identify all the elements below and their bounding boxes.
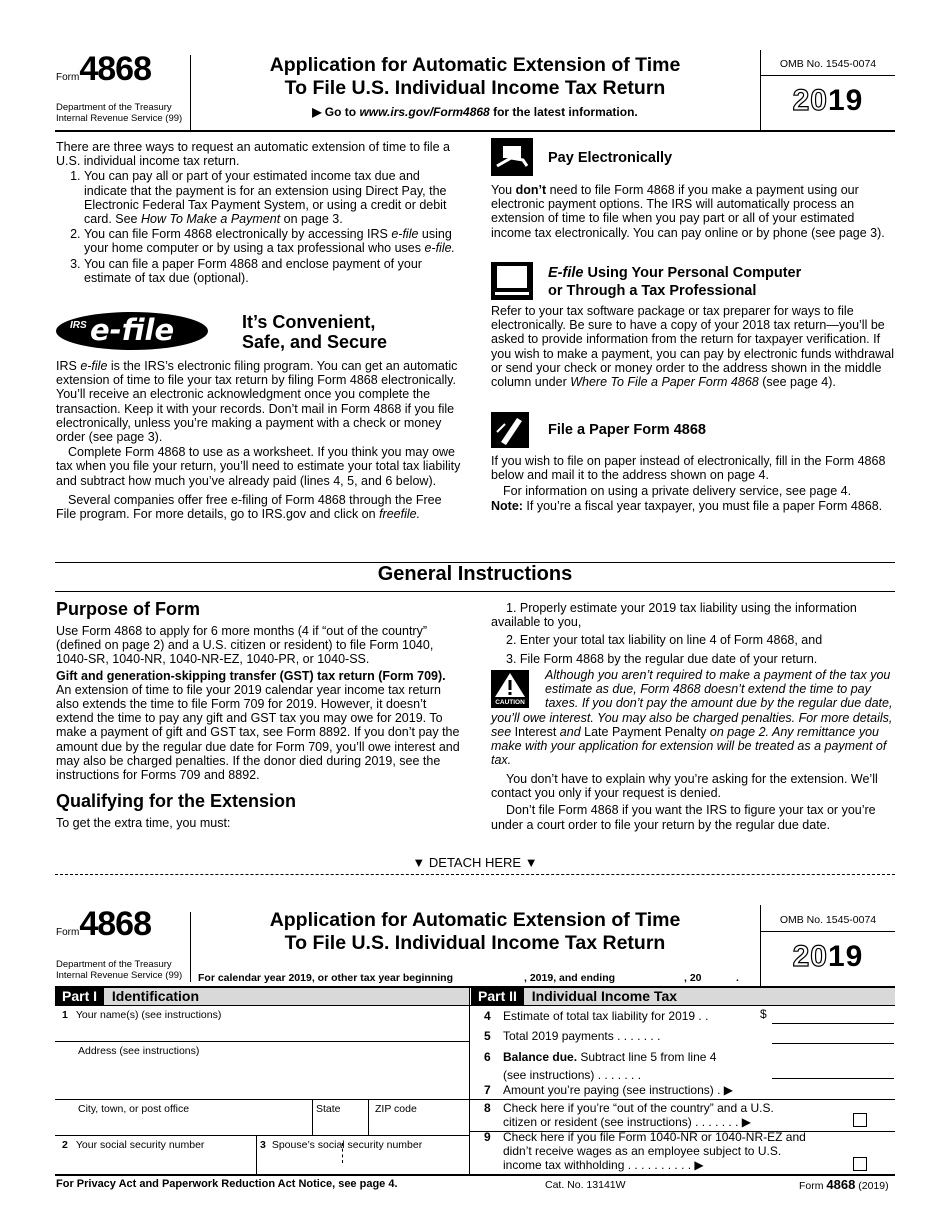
year-outline: 20 xyxy=(792,940,828,973)
purpose-section xyxy=(56,624,461,782)
omb-number: OMB No. 1545-0074 xyxy=(779,58,877,70)
convenient-line-2: Safe, and Secure xyxy=(242,332,388,352)
line9-row-2 xyxy=(484,1144,806,1158)
divider xyxy=(760,931,895,932)
divider xyxy=(469,1099,895,1100)
caution-c: and xyxy=(556,724,585,739)
line-number: 9 xyxy=(484,1130,491,1144)
divider xyxy=(55,1135,469,1136)
efile-computer-heading xyxy=(548,264,801,300)
efile-heading-line-1 xyxy=(548,264,801,282)
computer-icon xyxy=(491,262,533,300)
line5-amount-field[interactable] xyxy=(772,1026,894,1044)
line6-bold: Balance due. xyxy=(503,1050,578,1064)
irs-efile-section xyxy=(56,359,461,521)
dept-line-1: Department of the Treasury xyxy=(56,959,172,970)
form-word: Form xyxy=(56,72,80,83)
goto-suffix: for the latest information. xyxy=(489,105,638,119)
way-text: You can pay all or part of your estimated income tax due and indicate that the payment is for an extension using Direct Pay, the Electronic Federal Tax Payment System, or using a credit or debit card. See xyxy=(84,169,447,227)
line-number: 2 xyxy=(62,1139,68,1151)
footer-form-id xyxy=(799,1177,889,1192)
footer-form-number: 4868 xyxy=(826,1177,856,1192)
efile-head-a: E-file xyxy=(548,265,584,281)
divider xyxy=(760,75,895,76)
line1-label xyxy=(62,1009,221,1021)
efile-logo-irs: IRS xyxy=(70,320,87,331)
tax-year-end-year-field[interactable] xyxy=(706,972,734,984)
state-label: State xyxy=(316,1103,341,1115)
qualifying-steps xyxy=(491,601,896,666)
divider xyxy=(760,50,761,130)
line9-checkbox[interactable] xyxy=(853,1157,867,1171)
paper-heading: File a Paper Form 4868 xyxy=(548,422,706,438)
way-item xyxy=(84,227,461,255)
line7 xyxy=(484,1083,733,1097)
line8-checkbox[interactable] xyxy=(853,1113,867,1127)
efile-text: e-file xyxy=(80,359,108,373)
pay-text-a: You xyxy=(491,183,516,197)
divider xyxy=(55,1099,469,1100)
purpose-heading: Purpose of Form xyxy=(56,599,201,619)
efile-text: Several companies offer free e-filing of Form 4868 through the Free File program. For more details, go to IRS.gov and click on xyxy=(56,492,442,522)
line-number: 4 xyxy=(484,1009,491,1023)
form-number: 4868 xyxy=(79,50,151,88)
note-text: If you’re a fiscal year taxpayer, you must file a paper Form 4868. xyxy=(522,498,883,513)
spouse-ssn-label: Spouse’s social security number xyxy=(271,1139,423,1151)
way-text: on page 3. xyxy=(280,212,343,227)
tax-year xyxy=(762,84,894,118)
line-number: 8 xyxy=(484,1101,491,1115)
paper-text-2: For information on using a private delivery service, see page 4. xyxy=(503,484,852,499)
way-text: e-file xyxy=(391,227,419,242)
efile-para-3 xyxy=(56,493,461,521)
gst-bold: Gift and generation-skipping transfer (GST) tax return (Form 709). xyxy=(56,668,446,683)
part2-bar xyxy=(471,988,895,1005)
note-label: Note: xyxy=(491,498,523,513)
address-field[interactable] xyxy=(56,1058,468,1098)
divider xyxy=(190,55,191,130)
divider xyxy=(55,1041,469,1042)
convenient-heading xyxy=(242,312,387,352)
efile-head-b: Using Your Personal Computer xyxy=(583,265,802,281)
fiscal-note xyxy=(491,499,896,513)
dont-file-text: Don’t file Form 4868 if you want the IRS to figure your tax or you’re under a court order to file your return by the regular due date. xyxy=(491,803,876,832)
form-title xyxy=(195,54,755,100)
line9-label-1: Check here if you file Form 1040-NR or 1040-NR-EZ and xyxy=(503,1130,806,1144)
pay-electronically-icon xyxy=(491,138,533,176)
intro-lead: There are three ways to request an automatic extension of time to file a U.S. individual income tax return. xyxy=(56,140,450,169)
caution-e: on page 2. Any remittance you make with your application for extension will be treated as a payment of tax. xyxy=(491,724,887,768)
privacy-notice: For Privacy Act and Paperwork Reduction Act Notice, see page 4. xyxy=(56,1178,398,1190)
gst-text xyxy=(56,669,461,783)
tax-year-begin-field[interactable] xyxy=(465,972,523,984)
efile-text: IRS xyxy=(56,359,81,373)
line4-amount-field[interactable] xyxy=(772,1006,894,1024)
voucher-title xyxy=(195,909,755,955)
dept-line-2: Internal Revenue Service (99) xyxy=(56,970,183,981)
line7-label: Amount you’re paying (see instructions) . ▶ xyxy=(503,1083,733,1097)
comma-20-label: , 20 xyxy=(684,972,702,984)
goto-prefix: ▶ Go to xyxy=(312,105,360,119)
efile-text-b: Where To File a Paper Form 4868 xyxy=(570,375,759,390)
line9-row-3 xyxy=(484,1158,806,1172)
convenient-line-1: It’s Convenient, xyxy=(242,312,376,332)
caution-text xyxy=(491,668,896,767)
detach-line[interactable] xyxy=(55,874,895,875)
pen-icon xyxy=(491,412,529,448)
divider xyxy=(190,912,191,982)
divider xyxy=(760,905,761,987)
voucher-year xyxy=(762,940,894,974)
step-item: 3. File Form 4868 by the regular due date of your return. xyxy=(506,651,818,666)
voucher-omb: OMB No. 1545-0074 xyxy=(779,914,877,926)
line8-row-1 xyxy=(484,1101,774,1115)
dollar-sign: $ xyxy=(760,1007,767,1021)
zip-field[interactable] xyxy=(370,1116,468,1134)
explain-text: You don’t have to explain why you’re asking for the extension. We’ll contact you only if your request is denied. xyxy=(491,772,878,801)
name-label: Your name(s) (see instructions) xyxy=(75,1009,222,1021)
explain-section xyxy=(491,772,896,832)
name-field[interactable] xyxy=(56,1021,468,1041)
title-line-1: Application for Automatic Extension of Time xyxy=(269,909,681,931)
voucher-department xyxy=(56,959,196,981)
way-text: e-file. xyxy=(424,241,456,256)
caution-b: Interest xyxy=(514,724,557,739)
form-id-block xyxy=(56,50,186,89)
part1-title: Identification xyxy=(111,988,200,1004)
footer-form-prefix: Form xyxy=(799,1180,827,1192)
goto-url: www.irs.gov/Form4868 xyxy=(359,105,490,119)
paper-text-1: If you wish to file on paper instead of electronically, fill in the Form 4868 below and mail it to the address shown on page 4. xyxy=(491,454,886,483)
monitor-icon xyxy=(491,262,533,300)
hand-card-icon xyxy=(491,138,533,176)
divider xyxy=(469,988,470,1174)
qualifying-heading: Qualifying for the Extension xyxy=(56,791,297,811)
way-link: How To Make a Payment xyxy=(140,212,281,227)
general-instructions-title: General Instructions xyxy=(377,563,573,585)
caution-label: CAUTION xyxy=(495,699,525,706)
divider xyxy=(55,591,895,592)
and-ending-label: , 2019, and ending xyxy=(524,972,616,984)
line5-label: Total 2019 payments . . . . . . . xyxy=(503,1029,661,1043)
purpose-text: Use Form 4868 to apply for 6 more months (4 if “out of the country” (defined on page 2) and a U.S. citizen or resident) to file Form 1040, 1040-SR, 1040-NR, 1040-NR-EZ, 1040-PR, or 1040-SS. xyxy=(56,624,434,667)
efile-text-a: Refer to your tax software package or tax preparer for ways to file electronically. Be sure to have a copy of your 2018 tax return—you’ll be asked to provide information from the return for taxpayer verification. If you wish to make a payment, you can pay by electronic funds withdrawal or send your check or money order to the address shown in the middle column under xyxy=(491,304,894,390)
line9-label-2: didn’t receive wages as an employee subject to U.S. xyxy=(503,1144,782,1158)
goto-line xyxy=(195,105,755,119)
step-item: 1. Properly estimate your 2019 tax liability using the information available to you, xyxy=(491,601,857,630)
pay-text xyxy=(491,183,896,240)
line7-amount-field[interactable] xyxy=(772,1081,894,1098)
line-number: 3 xyxy=(260,1139,266,1151)
caution-d: Late Payment Penalty xyxy=(584,724,707,739)
line5 xyxy=(484,1029,660,1043)
intro-section xyxy=(56,140,461,286)
divider xyxy=(256,1135,257,1174)
divider xyxy=(368,1099,369,1135)
divider xyxy=(312,1099,313,1135)
part1-bar xyxy=(55,988,469,1005)
divider xyxy=(55,1005,895,1006)
line6-row-1 xyxy=(484,1048,716,1066)
line-number: 1 xyxy=(62,1009,68,1021)
detach-label: ▼ DETACH HERE ▼ xyxy=(412,855,538,870)
line6 xyxy=(484,1048,716,1084)
form-word: Form xyxy=(56,927,80,938)
calendar-label: For calendar year 2019, or other tax year beginning xyxy=(198,972,454,984)
efile-text: freefile. xyxy=(379,507,421,522)
part1-tag: Part I xyxy=(55,988,104,1005)
line8-label-2: citizen or resident (see instructions) . . . . . . . ▶ xyxy=(503,1115,751,1129)
line9 xyxy=(484,1130,806,1172)
line4 xyxy=(484,1009,708,1023)
form-number: 4868 xyxy=(79,905,151,943)
line-number: 5 xyxy=(484,1029,491,1043)
efile-logo-text: e-file xyxy=(90,313,175,347)
catalog-number: Cat. No. 13141W xyxy=(545,1179,626,1191)
part2-tag: Part II xyxy=(471,988,524,1005)
step-item: 2. Enter your total tax liability on line 4 of Form 4868, and xyxy=(506,633,823,648)
line6-label: Subtract line 5 from line 4 xyxy=(577,1050,717,1064)
line6-amount-field[interactable] xyxy=(772,1061,894,1079)
paper-section xyxy=(491,454,896,513)
way-text: using your home computer or by using a tax professional who uses xyxy=(84,227,452,256)
voucher-form-id xyxy=(56,905,191,944)
line6-label-2: (see instructions) . . . . . . . xyxy=(503,1068,642,1082)
efile-heading-line-2: or Through a Tax Professional xyxy=(548,283,757,299)
line2-label xyxy=(62,1139,204,1151)
address-label: Address (see instructions) xyxy=(78,1045,200,1057)
line9-label-3: income tax withholding . . . . . . . . . . ▶ xyxy=(503,1158,704,1172)
ssn-separator xyxy=(342,1143,344,1163)
efile-text: is the IRS’s electronic filing program. You can get an automatic extension of time to file your tax return by filing Form 4868 electronically. You’ll receive an electronic acknowledgment once you complete the transaction. Keep it with your records. Don’t mail in Form 4868 if you file electronically, unless you’re making a payment with a check or money order (see page 3). xyxy=(56,359,458,445)
pay-text-b: don’t xyxy=(515,183,547,197)
dept-line-1: Department of the Treasury xyxy=(56,102,172,113)
tax-year-end-field[interactable] xyxy=(622,972,682,984)
spouse-ssn-field[interactable] xyxy=(258,1152,468,1172)
pay-text-c: need to file Form 4868 if you make a payment using our electronic payment options. The IRS will automatically process an extension of time to file when you pay part or all of your estimated income tax electronically. You can pay online or by phone (see page 3). xyxy=(491,183,885,240)
caution-a: Although you aren’t required to make a payment of the tax you estimate as due, Form 4868 doesn’t extend the time to pay taxes. If you don’t pay the amount due by the regular due date, you’ll owe interest. You may also be charged penalties. For more details, see xyxy=(491,668,893,739)
title-line-2: To File U.S. Individual Income Tax Return xyxy=(284,77,666,99)
title-line-1: Application for Automatic Extension of Time xyxy=(269,54,681,76)
header-rule xyxy=(55,130,895,132)
ways-list xyxy=(56,169,461,285)
line-number: 7 xyxy=(484,1083,491,1097)
state-field[interactable] xyxy=(314,1116,366,1134)
pay-heading: Pay Electronically xyxy=(548,150,673,166)
way-item xyxy=(84,257,461,285)
efile-computer-text xyxy=(491,304,896,389)
year-outline: 20 xyxy=(792,84,828,117)
title-line-2: To File U.S. Individual Income Tax Return xyxy=(284,932,666,954)
line8 xyxy=(484,1101,774,1129)
city-field[interactable] xyxy=(56,1116,310,1134)
part2-title: Individual Income Tax xyxy=(531,988,678,1004)
line6-row-2 xyxy=(484,1066,716,1084)
line8-row-2 xyxy=(484,1115,774,1129)
line-number: 6 xyxy=(484,1050,491,1064)
efile-logo xyxy=(56,312,208,350)
caution-float xyxy=(491,668,545,710)
city-label: City, town, or post office xyxy=(78,1103,190,1115)
way-text: You can file Form 4868 electronically by accessing IRS xyxy=(84,227,392,242)
period-label: . xyxy=(736,972,739,984)
department-label xyxy=(56,102,190,124)
efile-para-1 xyxy=(56,359,461,444)
dept-line-2: Internal Revenue Service (99) xyxy=(56,113,183,124)
line8-label-1: Check here if you’re “out of the country” and a U.S. xyxy=(503,1101,774,1115)
efile-text-c: (see page 4). xyxy=(758,375,836,390)
way-text: You can file a paper Form 4868 and enclose payment of your estimate of tax due (optional). xyxy=(84,256,422,285)
year-bold: 19 xyxy=(828,940,864,973)
qualifying-text: To get the extra time, you must: xyxy=(56,816,231,830)
ssn-label: Your social security number xyxy=(75,1139,205,1151)
way-item xyxy=(84,169,461,226)
gst-body: An extension of time to file your 2019 calendar year income tax return also extends the time to file Form 709 for 2019. However, it doesn’t extend the time to pay any gift and GST tax you may owe for 2019. To make a payment of gift and GST tax, see Form 8892. If you don’t pay the amount due by the regular due date for Form 709, you’ll owe interest and may also be charged penalties. If the donor died during 2019, see the instructions for Forms 709 and 8892. xyxy=(56,682,460,783)
efile-para-2: Complete Form 4868 to use as a worksheet. If you think you may owe tax when you file your return, you’ll need to estimate your total tax liability and subtract how much you’ve already paid (lines 4, 5, and 6 below). xyxy=(56,445,461,488)
year-bold: 19 xyxy=(828,84,864,117)
footer-form-year: (2019) xyxy=(855,1180,889,1192)
ssn-field[interactable] xyxy=(56,1152,254,1172)
pen-paper-icon xyxy=(491,412,529,448)
line4-label: Estimate of total tax liability for 2019 . . xyxy=(503,1009,709,1023)
line9-row-1 xyxy=(484,1130,806,1144)
zip-label: ZIP code xyxy=(375,1103,417,1115)
divider xyxy=(55,1174,895,1176)
